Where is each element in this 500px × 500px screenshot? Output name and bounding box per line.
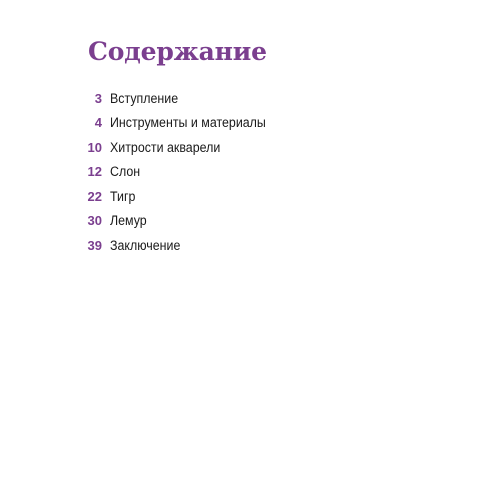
- toc-item-tools-materials[interactable]: [80, 111, 279, 136]
- toc-item-watercolor-tricks[interactable]: [80, 135, 279, 160]
- toc-page-number: 10: [87, 139, 102, 155]
- table-of-contents: [80, 86, 279, 258]
- toc-entry-title: Хитрости акварели: [110, 139, 221, 155]
- toc-item-lemur[interactable]: [80, 209, 279, 234]
- toc-page-number: 3: [94, 90, 102, 106]
- toc-entry-title: Заключение: [110, 237, 181, 253]
- toc-page-number: 30: [87, 213, 102, 229]
- toc-entry-title: Лемур: [110, 213, 147, 229]
- toc-page-number: 12: [87, 164, 102, 180]
- toc-page-number: 39: [87, 237, 102, 253]
- toc-entry-title: Тигр: [110, 188, 136, 204]
- toc-entry-title: Слон: [110, 164, 141, 180]
- toc-item-introduction[interactable]: [80, 86, 279, 111]
- page-title: Содержание: [88, 37, 267, 66]
- toc-entry-title: Вступление: [110, 90, 179, 106]
- toc-item-conclusion[interactable]: [80, 233, 279, 258]
- toc-item-tiger[interactable]: [80, 184, 279, 209]
- toc-page-number: 22: [87, 188, 102, 204]
- toc-entry-title: Инструменты и материалы: [110, 115, 266, 131]
- toc-page-number: 4: [94, 115, 102, 131]
- toc-item-elephant[interactable]: [80, 160, 279, 185]
